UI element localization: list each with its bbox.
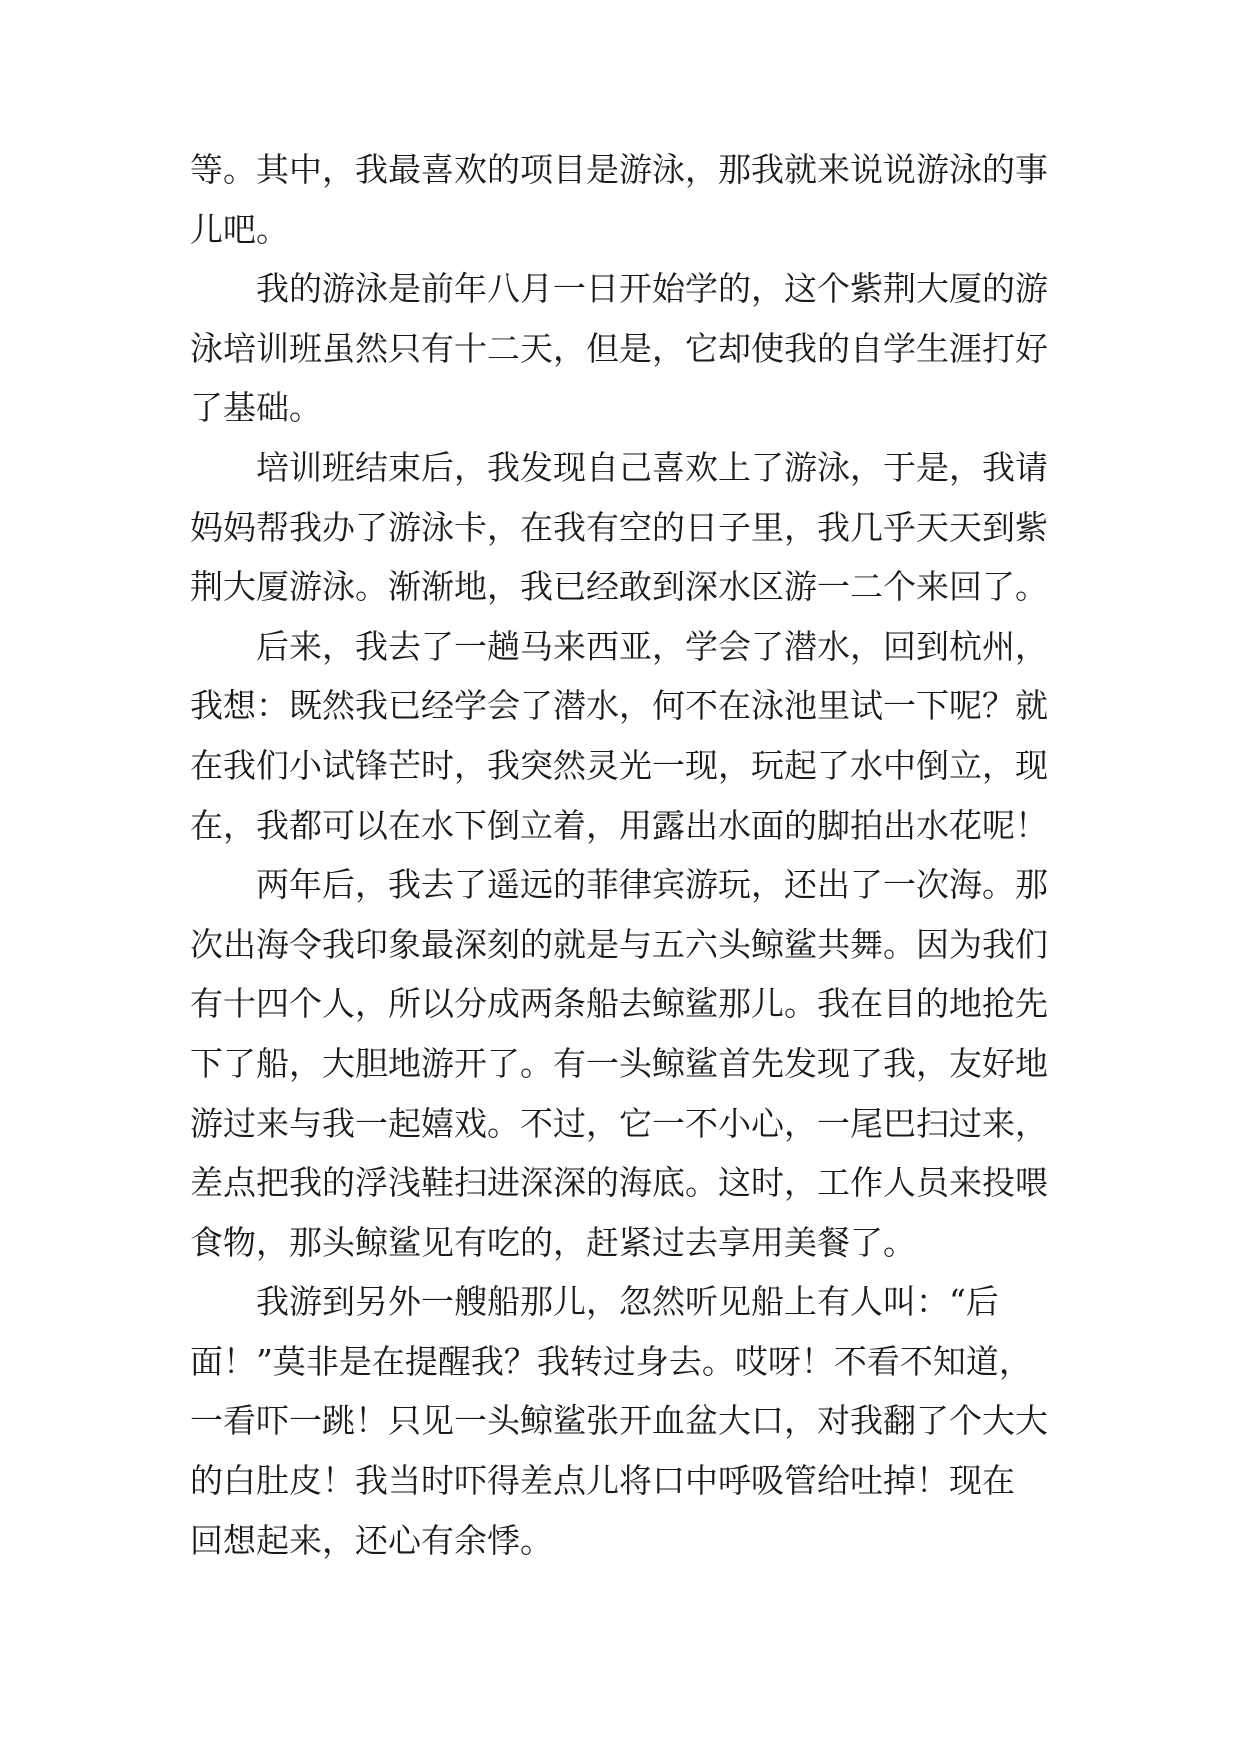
paragraph-start-line: 培训班结束后，我发现自己喜欢上了游泳，于是，我请 [256,447,1048,487]
text-line: 在我们小试锋芒时，我突然灵光一现，玩起了水中倒立，现 [190,745,1048,785]
text-line: 回想起来，还心有余悸。 [190,1520,553,1560]
paragraph-start-line: 后来，我去了一趟马来西亚，学会了潜水，回到杭州， [256,626,1048,666]
text-line: 我想：既然我已经学会了潜水，何不在泳池里试一下呢？就 [190,686,1048,726]
text-line: 泳培训班虽然只有十二天，但是，它却使我的自学生涯打好 [190,328,1048,368]
text-line: 了基础。 [190,388,322,428]
text-line: 游过来与我一起嬉戏。不过，它一不小心，一尾巴扫过来， [190,1103,1048,1143]
text-line: 差点把我的浮浅鞋扫进深深的海底。这时，工作人员来投喂 [190,1163,1048,1203]
document-page [190,140,1070,1570]
text-line: 次出海令我印象最深刻的就是与五六头鲸鲨共舞。因为我们 [190,924,1048,964]
text-line: 面！”莫非是在提醒我？我转过身去。哎呀！不看不知道， [190,1341,1032,1381]
paragraph-start-line: 两年后，我去了遥远的菲律宾游玩，还出了一次海。那 [256,865,1048,905]
text-line: 一看吓一跳！只见一头鲸鲨张开血盆大口，对我翻了个大大 [190,1401,1048,1441]
text-line: 有十四个人，所以分成两条船去鲸鲨那儿。我在目的地抢先 [190,984,1048,1024]
text-line: 荆大厦游泳。渐渐地，我已经敢到深水区游一二个来回了。 [190,567,1048,607]
text-line: 的白肚皮！我当时吓得差点儿将口中呼吸管给吐掉！现在 [190,1461,1015,1501]
paragraph-start-line: 我游到另外一艘船那儿，忽然听见船上有人叫：“后 [256,1282,999,1322]
text-line: 等。其中，我最喜欢的项目是游泳，那我就来说说游泳的事 [190,150,1048,189]
text-line: 下了船，大胆地游开了。有一头鲸鲨首先发现了我，友好地 [190,1043,1048,1083]
text-line: 在，我都可以在水下倒立着，用露出水面的脚拍出水花呢！ [190,805,1048,845]
paragraph-start-line: 我的游泳是前年八月一日开始学的，这个紫荆大厦的游 [256,269,1048,309]
text-line: 儿吧。 [190,209,289,249]
text-line: 妈妈帮我办了游泳卡，在我有空的日子里，我几乎天天到紫 [190,507,1048,547]
text-line: 食物，那头鲸鲨见有吃的，赶紧过去享用美餐了。 [190,1222,916,1262]
